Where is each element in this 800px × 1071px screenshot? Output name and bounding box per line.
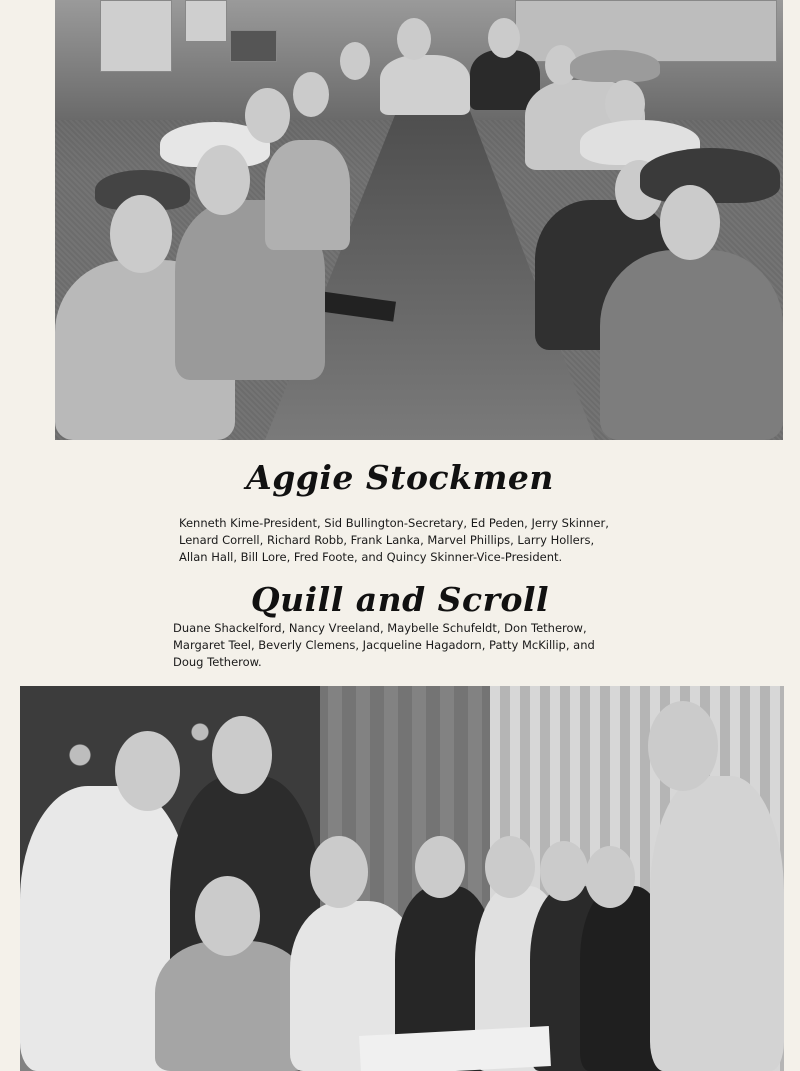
student-face	[415, 836, 465, 898]
caption-line: Allan Hall, Bill Lore, Fred Foote, and Quincy Skinner-Vice-President.	[179, 550, 563, 564]
wall-poster	[230, 30, 277, 62]
wall-poster	[185, 0, 227, 42]
aggie-stockmen-heading: Aggie Stockmen	[246, 458, 554, 497]
student-face	[648, 701, 718, 791]
student-face	[195, 876, 260, 956]
student-figure	[650, 776, 784, 1071]
student-face	[485, 836, 535, 898]
student-face	[585, 846, 635, 908]
student-face	[397, 18, 431, 60]
student-face	[488, 18, 520, 58]
student-face	[293, 72, 329, 117]
student-face	[115, 731, 180, 811]
cowboy-hat	[570, 50, 660, 82]
quill-and-scroll-caption	[173, 620, 595, 671]
student-face	[660, 185, 720, 260]
caption-line: Kenneth Kime-President, Sid Bullington-Secretary, Ed Peden, Jerry Skinner,	[179, 516, 609, 530]
caption-line: Margaret Teel, Beverly Clemens, Jacqueline Hagadorn, Patty McKillip, and	[173, 638, 595, 652]
quill-and-scroll-photo	[20, 686, 784, 1071]
student-face	[245, 88, 290, 143]
student-face	[310, 836, 368, 908]
caption-line: Lenard Correll, Richard Robb, Frank Lanka, Marvel Phillips, Larry Hollers,	[179, 533, 595, 547]
student-face	[195, 145, 250, 215]
aggie-stockmen-photo	[55, 0, 783, 440]
student-figure	[265, 140, 350, 250]
student-face	[540, 841, 588, 901]
student-figure	[155, 941, 310, 1071]
caption-line: Duane Shackelford, Nancy Vreeland, Maybelle Schufeldt, Don Tetherow,	[173, 621, 587, 635]
caption-line: Doug Tetherow.	[173, 655, 262, 669]
student-figure	[380, 55, 470, 115]
student-face	[212, 716, 272, 794]
quill-and-scroll-heading: Quill and Scroll	[250, 580, 550, 619]
wall-poster	[100, 0, 172, 72]
aggie-stockmen-caption	[179, 515, 609, 566]
student-figure	[600, 250, 783, 440]
student-face	[110, 195, 172, 273]
student-face	[340, 42, 370, 80]
